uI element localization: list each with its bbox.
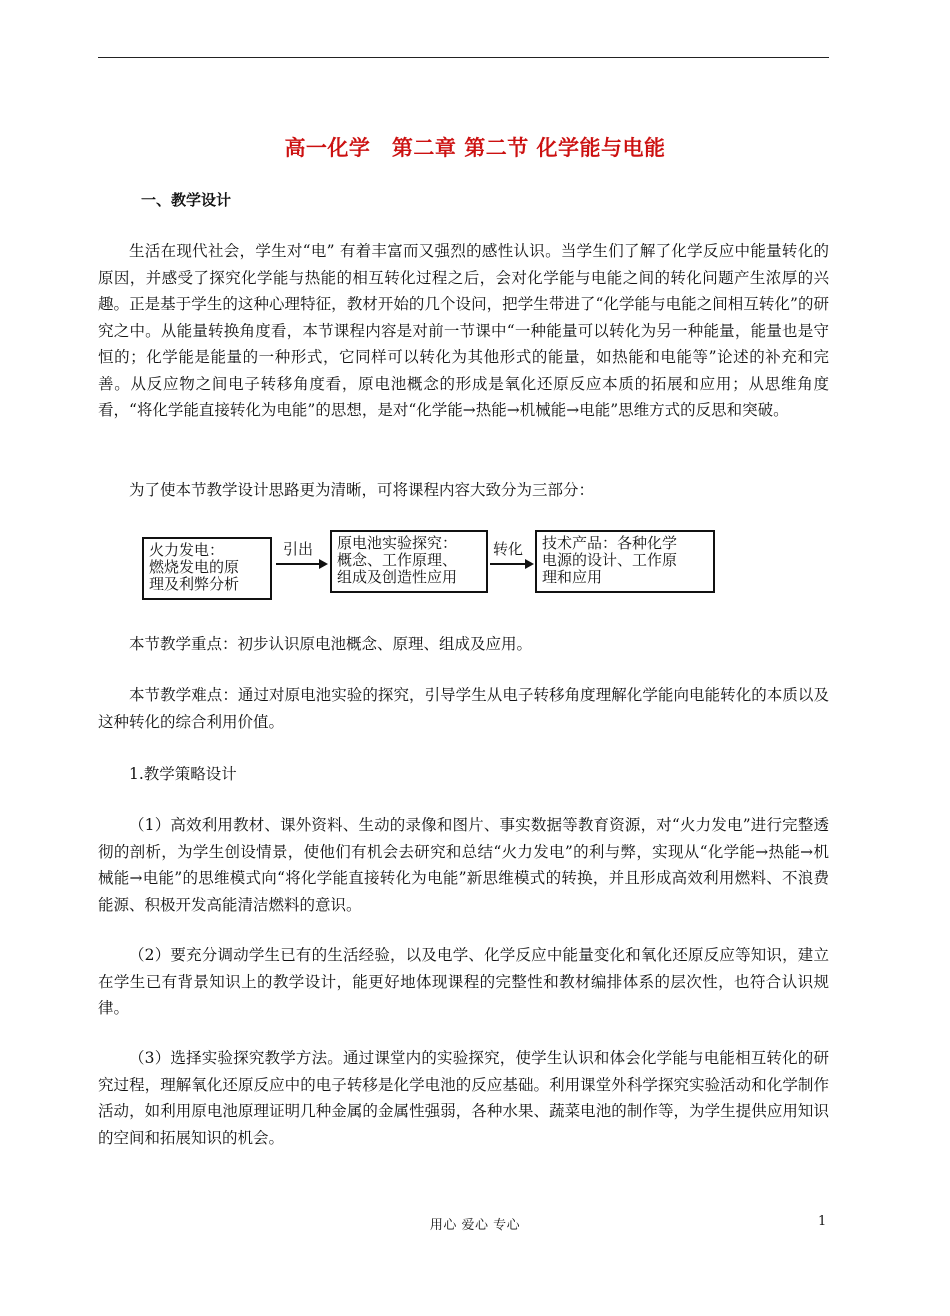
document-title: 高一化学 第二章 第二节 化学能与电能 — [284, 136, 666, 160]
flow-box-line: 火力发电： — [149, 541, 225, 559]
footer-motto: 用心 爱心 专心 — [429, 1218, 521, 1233]
flow-box-line: 技术产品：各种化学 — [542, 534, 678, 552]
arrow-label-lead: 引出 — [283, 540, 314, 558]
flow-box-line: 原电池实验探究： — [337, 534, 458, 552]
header-rule — [98, 57, 829, 58]
content-flowchart — [142, 530, 722, 602]
flow-box-line: 概念、工作原理、 — [337, 551, 458, 569]
flow-box-line: 理及利弊分析 — [149, 575, 240, 593]
intro-paragraph: 生活在现代社会，学生对“电” 有着丰富而又强烈的感性认识。当学生们了解了化学反应中能量转化的原因，并感受了探究化学能与热能的相互转化过程之后，会对化学能与电能之间的转化问题产生浓厚的兴趣。正是基于学生的这种心理特征，教材开始的几个设问，把学生带进了“化学能与电能之间相互转化”的研究之中。从能量转换角度看，本节课程内容是对前一节课中“一种能量可以转化为另一种能量，能量也是守恒的；化学能是能量的一种形式，它同样可以转化为其他形式的能量，如热能和电能等”论述的补充和完善。从反应物之间电子转移角度看，原电池概念的形成是氧化还原反应本质的拓展和应用；从思维角度看，“将化学能直接转化为电能”的思想，是对“化学能→热能→机械能→电能”思维方式的反思和突破。 — [98, 242, 829, 419]
flow-box-line: 燃烧发电的原 — [149, 558, 240, 576]
flow-box-thermal-power — [142, 537, 272, 600]
page-number: 1 — [818, 1214, 827, 1229]
flow-box-line: 理和应用 — [542, 568, 603, 586]
flow-box-line: 组成及创造性应用 — [337, 568, 458, 586]
right-arrow-icon — [490, 563, 532, 565]
flow-box-galvanic-cell — [330, 530, 488, 593]
parts-paragraph: 为了使本节教学设计思路更为清晰，可将课程内容大致分为三部分： — [129, 481, 595, 499]
arrow-label-convert: 转化 — [493, 540, 524, 558]
strategy-subheading: 1.教学策略设计 — [129, 765, 237, 783]
strategy-paragraph-2: （2）要充分调动学生已有的生活经验，以及电学、化学反应中能量变化和氧化还原反应等知识，建立在学生已有背景知识上的教学设计，能更好地体现课程的完整性和教材编排体系的层次性，也符合认识规律。 — [98, 946, 829, 1017]
strategy-paragraph-3: （3）选择实验探究教学方法。通过课堂内的实验探究，使学生认识和体会化学能与电能相互转化的研究过程，理解氧化还原反应中的电子转移是化学电池的反应基础。利用课堂外科学探究实验活动和化学制作活动，如利用原电池原理证明几种金属的金属性强弱，各种水果、蔬菜电池的制作等，为学生提供应用知识的空间和拓展知识的机会。 — [98, 1049, 829, 1147]
flow-box-tech-products — [535, 530, 715, 593]
key-point-paragraph: 本节教学重点：初步认识原电池概念、原理、组成及应用。 — [129, 635, 533, 653]
right-arrow-icon — [276, 563, 326, 565]
strategy-paragraph-1: （1）高效利用教材、课外资料、生动的录像和图片、事实数据等教育资源，对“火力发电”进行完整透彻的剖析，为学生创设情景，使他们有机会去研究和总结“火力发电”的利与弊，实现从“化学能→热能→机械能→电能”的思维模式向“将化学能直接转化为电能”新思维模式的转换，并且形成高效利用燃料、不浪费能源、积极开发高能清洁燃料的意识。 — [98, 816, 829, 914]
section-heading: 一、教学设计 — [141, 191, 232, 209]
difficulty-paragraph: 本节教学难点：通过对原电池实验的探究，引导学生从电子转移角度理解化学能向电能转化的本质以及这种转化的综合利用价值。 — [98, 686, 829, 731]
flow-box-line: 电源的设计、工作原 — [542, 551, 678, 569]
